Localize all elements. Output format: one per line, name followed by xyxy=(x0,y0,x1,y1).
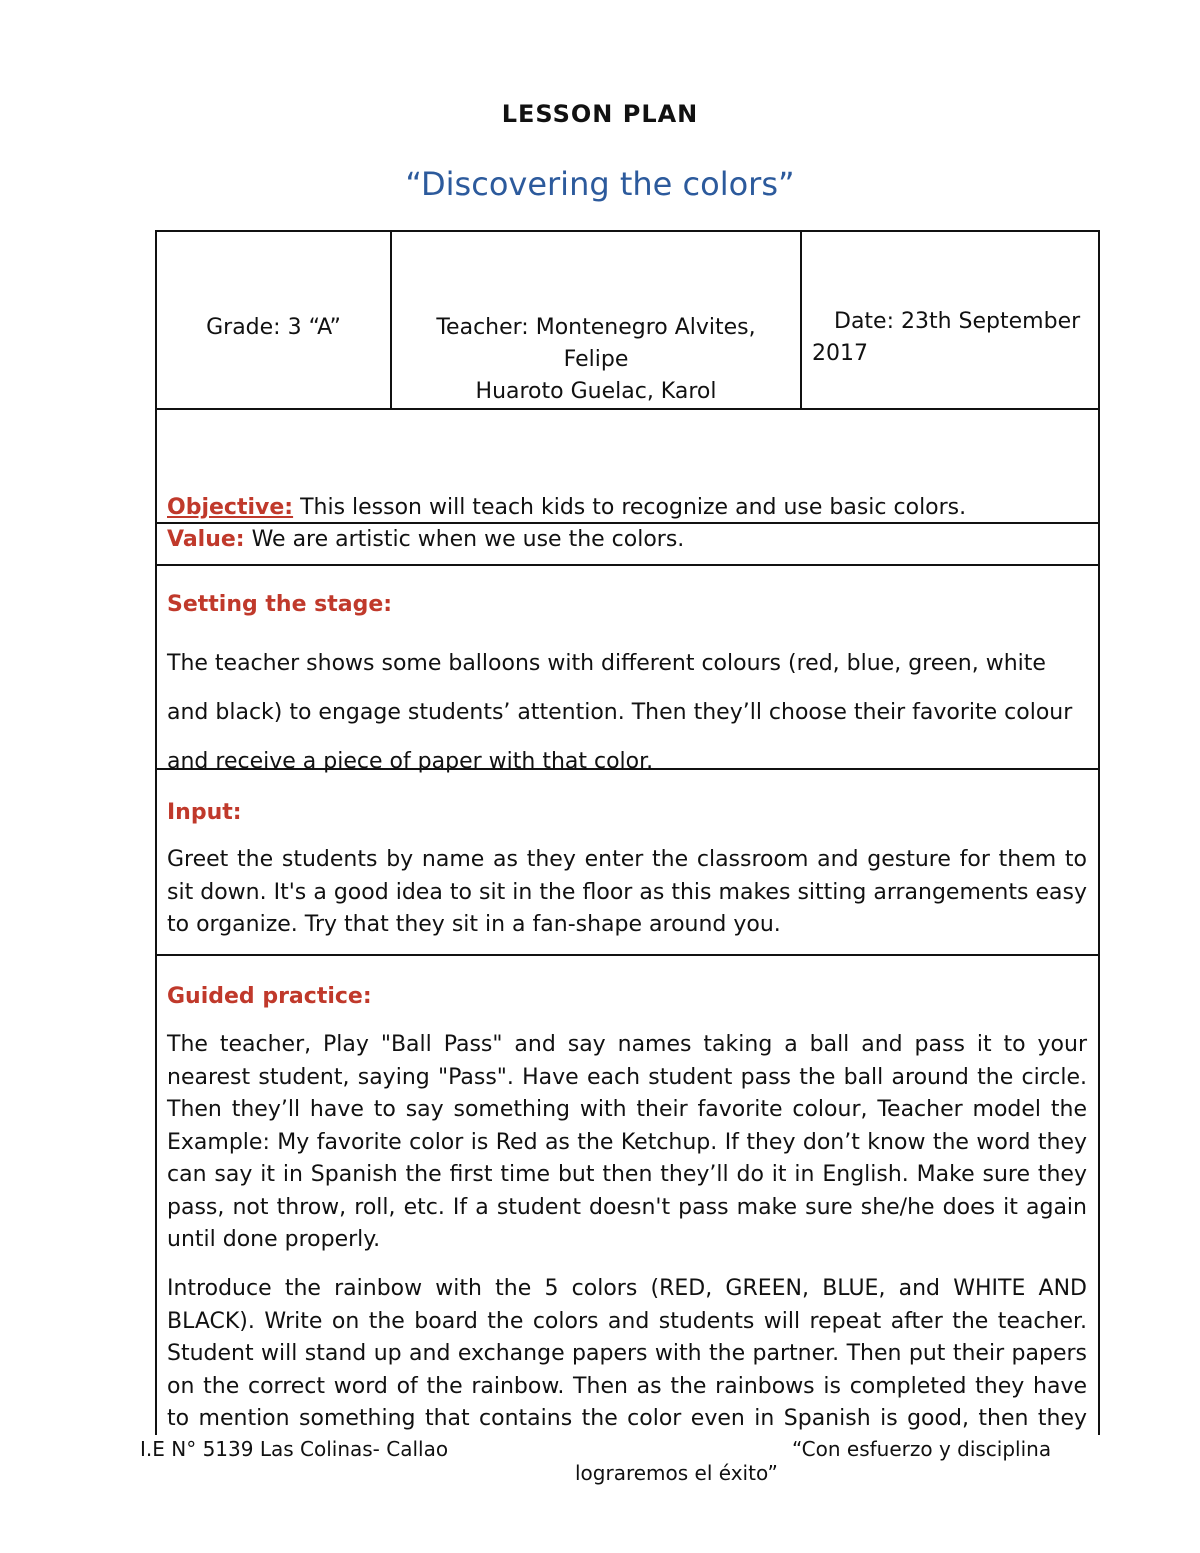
footer-motto-end: lograremos el éxito” xyxy=(575,1461,778,1485)
footer-school: I.E N° 5139 Las Colinas- Callao xyxy=(140,1437,449,1461)
setting-stage-text: The teacher shows some balloons with different colours (red, blue, green, white and black) to engage students’ attention. Then they’ll choose their favorite colour and receive a piece of paper with that color. xyxy=(167,651,1073,774)
value-row xyxy=(167,526,1087,554)
input-label xyxy=(167,798,1087,828)
date-cell xyxy=(812,306,1092,370)
guided-practice-paragraph-2: Introduce the rainbow with the 5 colors (RED, GREEN, BLUE, and WHITE AND BLACK). Write on the board the colors and students will repeat after the teacher. Student will stand up and exchange papers with the partner. Then put their papers on the correct word of the rainbow. Then as the rainbows is completed they have to mention something that contains the color even in Spanish is good, then they xyxy=(167,1276,1087,1431)
guided-practice-label-text: Guided practice: xyxy=(167,984,372,1009)
teacher-line: Felipe xyxy=(563,347,629,372)
teacher-line: Teacher: Montenegro Alvites, xyxy=(436,315,756,340)
row-divider xyxy=(157,954,1098,956)
row-divider xyxy=(157,408,1098,410)
teacher-cell xyxy=(392,312,800,408)
lesson-table xyxy=(155,230,1100,1435)
column-divider xyxy=(800,232,802,410)
grade-cell: Grade: 3 “A” xyxy=(206,315,341,340)
row-divider xyxy=(157,768,1098,770)
page-title: LESSON PLAN xyxy=(501,100,699,128)
footer-motto: “Con esfuerzo y disciplina xyxy=(792,1437,1052,1461)
input-label-text: Input: xyxy=(167,800,242,825)
row-divider xyxy=(157,522,1098,524)
input-text: Greet the students by name as they enter the classroom and gesture for them to sit down. It's a good idea to sit in the floor as this makes sitting arrangements easy to organize. Try that they sit in a fan-shape around you. xyxy=(167,847,1087,937)
guided-practice-label xyxy=(167,982,1087,1012)
guided-practice-paragraph-1: The teacher, Play "Ball Pass" and say names taking a ball and pass it to your nearest student, saying "Pass". Have each student pass the ball around the circle. Then they’ll have to say something with their favorite colour, Teacher model the Example: My favorite color is Red as the Ketchup. If they don’t know the word they can say it in Spanish the first time but then they’ll do it in English. Make sure they pass, not throw, roll, etc. If a student doesn't pass make sure she/he does it again until done properly. xyxy=(167,1032,1087,1252)
value-text: We are artistic when we use the colors. xyxy=(244,527,685,552)
value-label: Value: xyxy=(167,527,245,552)
teacher-line: Huaroto Guelac, Karol xyxy=(475,379,717,404)
date-line: Date: 23th September xyxy=(834,309,1081,334)
objective-row xyxy=(167,494,1087,522)
date-line: 2017 xyxy=(812,341,868,366)
row-divider xyxy=(157,564,1098,566)
setting-stage-label-text: Setting the stage: xyxy=(167,592,393,617)
setting-stage-label xyxy=(167,590,1087,620)
objective-label: Objective: xyxy=(167,495,294,520)
lesson-subtitle: “Discovering the colors” xyxy=(405,165,795,203)
objective-text: This lesson will teach kids to recognize and use basic colors. xyxy=(293,495,967,520)
